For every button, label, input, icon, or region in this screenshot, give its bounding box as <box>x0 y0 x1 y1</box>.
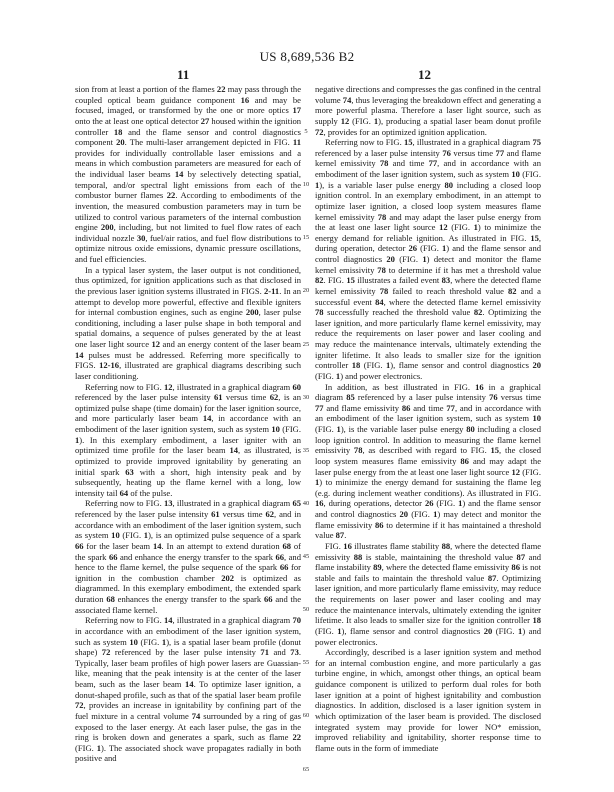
reference-numeral: 14 <box>75 349 84 360</box>
reference-numeral: 80 <box>466 424 475 434</box>
paragraph: sion from at least a portion of the flames 22 may pass through the coupled optical beam guidance component 16 and may be focused, imaged, or transformed by the one or more optics 17 onto the at least one optical detector 27 housed within the ignition controller 18 and the flame sensor and control diagnostics component 20. The multi-laser arrangement depicted in FIG. 11 provides for individually controllable laser emissions and a means in which combustion parameters are measured for each of the individual laser beams 14 by selectively detecting spatial, temporal, and/or spectral light emissions from each of the combustor burner flames 22. According to embodiments of the invention, the measured combustion parameters may in turn be utilized to control various parameters of the internal combustion engine 200, including, but not limited to fuel flow rates of each individual nozzle 30, fuel/air ratios, and fuel flow distributions to optimize nitrous oxide emissions, dynamic pressure oscillations, and fuel efficiencies. <box>75 84 301 264</box>
reference-numeral: 66 <box>108 551 118 562</box>
paragraph: Referring now to FIG. 12, illustrated in a graphical diagram 60 referenced by the laser pulse intensity 61 versus time 62, is an optimized pulse shape (time domain) for the laser ignition source, and more particularly laser beam 14, in accordance with an embodiment of the laser ignition system, such as system 10 (FIG. 1). In this exemplary embodiment, a laser igniter with an optimized time profile for the laser beam 14, as illustrated, is optimized to provide improved ignitability by generating an initial spark 63 with a short, high intensity peak and by subsequently, heating up the flame kernel with a long, low intensity tail 64 of the pulse. <box>75 381 301 498</box>
reference-numeral: 20 <box>116 137 125 148</box>
line-number: 25 <box>302 341 310 348</box>
reference-numeral: 16 <box>343 540 352 551</box>
reference-numeral: 85 <box>346 392 355 403</box>
reference-numeral: 76 <box>442 147 451 158</box>
reference-numeral: 1 <box>386 360 391 371</box>
reference-numeral: 12-16 <box>99 360 120 371</box>
paragraph: In addition, as best illustrated in FIG. 16 in a graphical diagram 85 referenced by a laser pulse intensity 76 versus time 77 and flame emissivity 86 and time 77, and in accordance with an embodiment of the laser ignition system, such as system 10 (FIG. 1), is the variable laser pulse energy 80 including a closed loop ignition control. In addition to measuring the flame kernel emissivity 78, as described with regard to FIG. 15, the closed loop system measures flame emissivity 86 and may adapt the laser pulse energy from the at least one laser light source 12 (FIG. 1) to minimize the energy demand for sustaining the flame leg (e.g. during inclement weather conditions). As illustrated in FIG. 16, during operations, detector 26 (FIG. 1) and the flame sensor and control diagnostics 20 (FIG. 1) may detect and monitor the flame emissivity 86 to determine if it has maintained a threshold value 87. <box>315 381 542 541</box>
reference-numeral: 66 <box>279 562 289 573</box>
line-number: 35 <box>302 447 310 454</box>
reference-numeral: 18 <box>113 126 123 137</box>
line-number: 10 <box>302 181 310 188</box>
reference-numeral: 68 <box>106 594 115 604</box>
reference-numeral: 1 <box>143 530 149 541</box>
reference-numeral: 75 <box>532 137 541 148</box>
reference-numeral: 65 <box>292 498 301 509</box>
reference-numeral: 16 <box>315 498 324 509</box>
reference-numeral: 60 <box>292 381 301 392</box>
paragraph: Accordingly, described is a laser ignition system and method for an internal combustion engine, and more particularly a gas turbine engine, in which, amongst other things, an optical beam guidance component is utilized to perform dual roles for both laser ignition at a point of highest ignitability and combustion diagnostics. In addition, disclosed is a laser ignition system in which optimization of the laser beam is provided. The disclosed integrated system may provide for lower NO* emission, improved reliability and ignitability, shorter response time to flame outs in the form of immediate <box>315 647 541 753</box>
reference-numeral: 84 <box>375 296 384 307</box>
line-number: 65 <box>302 766 310 773</box>
right-page-number: 12 <box>418 67 431 82</box>
reference-numeral: 18 <box>351 360 361 371</box>
reference-numeral: 200 <box>100 222 114 233</box>
line-number: 40 <box>302 500 310 507</box>
paragraph: Referring now to FIG. 15, illustrated in a graphical diagram 75 referenced by a laser pulse intensity 76 versus time 77 and flame kernel emissivity 78 and time 77, and in accordance with an embodiment of the laser ignition system, such as system 10 (FIG. 1), is a variable laser pulse energy 80 including a closed loop ignition control. In an exemplary embodiment, in an attempt to optimize laser ignition, a closed loop system measures flame kernel emissivity 78 and may adapt the laser pulse energy from the at least one laser light source 12 (FIG. 1) to minimize the energy demand for reliable ignition. As illustrated in FIG. 15, during operation, detector 26 (FIG. 1) and the flame sensor and control diagnostics 20 (FIG. 1) detect and monitor the flame kernel emissivity 78 to determine if it has met a threshold value 82. FIG. 15 illustrates a failed event 83, where the detected flame kernel emissivity 78 failed to reach threshold value 82 and a successful event 84, where the detected flame kernel emissivity 78 successfully reached the threshold value 82. Optimizing the laser ignition, and more particularly flame kernel emissivity, may reduce the requirements on laser power and laser cooling and may reduce the maintenance intervals, ultimately extending the igniter lifetime. It also leads to smaller size for the ignition controller 18 (FIG. 1), flame sensor and control diagnostics 20 (FIG. 1) and power electronics. <box>315 137 542 381</box>
right-column <box>315 84 541 753</box>
reference-numeral: 66 <box>275 551 285 562</box>
reference-numeral: 15 <box>403 137 413 148</box>
reference-numeral: 89 <box>373 562 382 573</box>
reference-numeral: 1 <box>422 254 427 264</box>
reference-numeral: 1 <box>161 636 167 647</box>
reference-numeral: 10 <box>111 530 120 541</box>
reference-numeral: 82 <box>473 307 483 318</box>
reference-numeral: 74 <box>342 94 352 105</box>
reference-numeral: 77 <box>315 402 324 413</box>
reference-numeral: 1 <box>336 424 341 434</box>
reference-numeral: 14 <box>174 169 184 179</box>
reference-numeral: 17 <box>292 105 301 116</box>
reference-numeral: 68 <box>282 540 292 551</box>
reference-numeral: 14 <box>152 540 162 551</box>
reference-numeral: 10 <box>129 636 138 647</box>
reference-numeral: 14 <box>185 679 194 689</box>
reference-numeral: 86 <box>375 519 384 530</box>
reference-numeral: 20 <box>399 509 409 519</box>
reference-numeral: 76 <box>489 392 498 403</box>
reference-numeral: 22 <box>292 732 301 743</box>
reference-numeral: 78 <box>377 264 386 275</box>
reference-numeral: 20 <box>483 625 493 636</box>
line-number: 45 <box>302 553 310 560</box>
reference-numeral: 78 <box>353 445 363 456</box>
reference-numeral: 66 <box>264 594 273 604</box>
reference-numeral: 10 <box>532 413 541 424</box>
reference-numeral: 12 <box>439 222 448 233</box>
reference-numeral: 14 <box>163 615 173 626</box>
reference-numeral: 1 <box>96 742 102 753</box>
reference-numeral: 11 <box>292 137 301 148</box>
reference-numeral: 14 <box>202 413 212 424</box>
reference-numeral: 15 <box>490 445 500 456</box>
reference-numeral: 78 <box>379 285 389 296</box>
reference-numeral: 86 <box>401 402 411 413</box>
reference-numeral: 1 <box>473 222 478 233</box>
reference-numeral: 78 <box>377 211 387 222</box>
reference-numeral: 22 <box>216 84 226 94</box>
reference-numeral: 77 <box>446 402 455 413</box>
reference-numeral: 87 <box>516 551 526 562</box>
reference-numeral: 15 <box>530 232 539 243</box>
reference-numeral: 86 <box>511 562 520 573</box>
paragraph: FIG. 16 illustrates flame stability 88, where the detected flame emissivity 88 is stable, maintaining the threshold value 87 and flame instability 89, where the detected flame emissivity 86 is not stable and fails to maintain the threshold value 87. Optimizing laser ignition, and more particularly flame emissivity, may reduce the requirements on laser power and laser cooling and may reduce the maintenance intervals, ultimately extending the igniter lifetime. It also leads to smaller size for the ignition controller 18 (FIG. 1), flame sensor and control diagnostics 20 (FIG. 1) and power electronics. <box>315 540 542 647</box>
reference-numeral: 82 <box>508 285 517 296</box>
reference-numeral: 12 <box>151 339 161 349</box>
left-page-number: 11 <box>177 67 190 82</box>
reference-numeral: 78 <box>315 307 324 318</box>
reference-numeral: 62 <box>265 509 275 519</box>
reference-numeral: 74 <box>191 710 201 721</box>
reference-numeral: 12 <box>340 115 350 126</box>
reference-numeral: 22 <box>166 190 176 201</box>
reference-numeral: 200 <box>245 307 259 318</box>
reference-numeral: 61 <box>211 509 220 519</box>
reference-numeral: 71 <box>260 647 269 658</box>
reference-numeral: 72 <box>315 126 324 137</box>
line-number: 5 <box>304 128 308 135</box>
reference-numeral: 72 <box>101 647 111 658</box>
left-column <box>75 84 301 764</box>
reference-numeral: 1 <box>373 115 379 126</box>
reference-numeral: 80 <box>444 179 454 190</box>
line-number: 55 <box>302 659 310 666</box>
reference-numeral: 20 <box>532 360 542 371</box>
reference-numeral: 15 <box>346 275 355 286</box>
line-number: 50 <box>302 606 310 613</box>
reference-numeral: 77 <box>495 147 505 158</box>
reference-numeral: 18 <box>532 615 541 626</box>
reference-numeral: 72 <box>75 700 84 711</box>
reference-numeral: 1 <box>337 625 342 636</box>
reference-numeral: 12 <box>511 466 521 477</box>
line-number: 20 <box>302 287 310 294</box>
reference-numeral: 64 <box>119 487 129 498</box>
reference-numeral: 26 <box>424 498 434 509</box>
reference-numeral: 2-11 <box>264 285 280 296</box>
paragraph: In a typical laser system, the laser output is not conditioned, thus optimized, for ignition applications such as that disclosed in the previous laser ignition systems illustrated in FIGS. 2-11. In an attempt to develop more powerful, effective and flexible igniters for internal combustion engines, such as engine 200, laser pulse conditioning, including a laser pulse shape in both temporal and spatial domains, a sequence of pulses generated by the at least one laser light source 12 and an energy content of the laser beam 14 pulses must be addressed. Referring more specifically to FIGS. 12-16, illustrated are graphical diagrams describing such laser conditioning. <box>75 264 301 381</box>
reference-numeral: 77 <box>428 158 438 169</box>
reference-numeral: 87 <box>487 572 497 583</box>
paragraph: Referring now to FIG. 13, illustrated in a graphical diagram 65 referenced by the laser pulse intensity 61 versus time 62, and in accordance with an embodiment of the laser ignition system, such as system 10 (FIG. 1), is an optimized pulse sequence of a spark 66 for the laser beam 14. In an attempt to extend duration 68 of the spark 66 and enhance the energy transfer to the spark 66, and hence to the flame kernel, the pulse sequence of the spark 66 for ignition in the combustion chamber 202 is optimized as diagrammed. In this exemplary embodiment, the extended spark duration 68 enhances the energy transfer to the spark 66 and the associated flame kernel. <box>75 498 302 615</box>
reference-numeral: 66 <box>75 540 84 551</box>
reference-numeral: 10 <box>271 424 280 434</box>
reference-numeral: 1 <box>433 509 438 519</box>
reference-numeral: 87 <box>335 530 345 541</box>
reference-numeral: 202 <box>221 572 235 583</box>
reference-numeral: 16 <box>240 94 250 105</box>
reference-numeral: 63 <box>125 466 134 477</box>
reference-numeral: 27 <box>200 115 210 126</box>
reference-numeral: 12 <box>163 381 173 392</box>
reference-numeral: 88 <box>353 551 363 562</box>
reference-numeral: 26 <box>408 243 418 254</box>
line-number: 60 <box>302 712 310 719</box>
reference-numeral: 1 <box>315 477 320 488</box>
patent-number-header: US 8,689,536 B2 <box>259 49 355 64</box>
reference-numeral: 88 <box>441 540 451 551</box>
reference-numeral: 73 <box>290 647 299 658</box>
reference-numeral: 83 <box>441 275 451 286</box>
reference-numeral: 10 <box>511 169 520 179</box>
reference-numeral: 1 <box>442 243 447 254</box>
reference-numeral: 82 <box>315 275 324 286</box>
paragraph: Referring now to FIG. 14, illustrated in a graphical diagram 70 in accordance with an embodiment of the laser ignition system, such as system 10 (FIG. 1), is a spatial laser beam profile (donut shape) 72 referenced by the laser pulse intensity 71 and 73. Typically, laser beam profiles of high power lasers are Guassian-like, meaning that the peak intensity is at the center of the laser beam, such as the laser beam 14. To optimize laser ignition, a donut-shaped profile, such as that of the spatial laser beam profile 72, provides an increase in ignitability by confining part of the fuel mixture in a central volume 74 surrounded by a ring of gas exposed to the laser energy. At each laser pulse, the gas in the ring is broken down and generates a spark, such as flame 22 (FIG. 1). The associated shock wave propagates radially in both positive and <box>75 615 301 764</box>
reference-numeral: 61 <box>214 392 223 403</box>
reference-numeral: 1 <box>315 179 320 190</box>
reference-numeral: 16 <box>475 381 484 392</box>
reference-numeral: 62 <box>269 392 279 403</box>
line-number: 30 <box>302 394 310 401</box>
reference-numeral: 1 <box>458 498 463 509</box>
reference-numeral: 30 <box>136 232 146 243</box>
reference-numeral: 70 <box>292 615 301 626</box>
reference-numeral: 86 <box>460 455 469 466</box>
line-number: 15 <box>302 234 310 241</box>
reference-numeral: 1 <box>335 370 341 381</box>
reference-numeral: 13 <box>163 498 173 509</box>
reference-numeral: 14 <box>229 445 239 456</box>
reference-numeral: 78 <box>379 158 389 169</box>
reference-numeral: 1 <box>75 434 80 445</box>
reference-numeral: 20 <box>386 254 395 264</box>
paragraph: negative directions and compresses the gas confined in the central volume 74, thus leveraging the breakdown effect and generating a more powerful plasma. Therefore a laser light source, such as supply 12 (FIG. 1), producing a spatial laser beam donut profile 72, provides for an optimized ignition application. <box>315 84 542 137</box>
reference-numeral: 1 <box>518 625 523 636</box>
